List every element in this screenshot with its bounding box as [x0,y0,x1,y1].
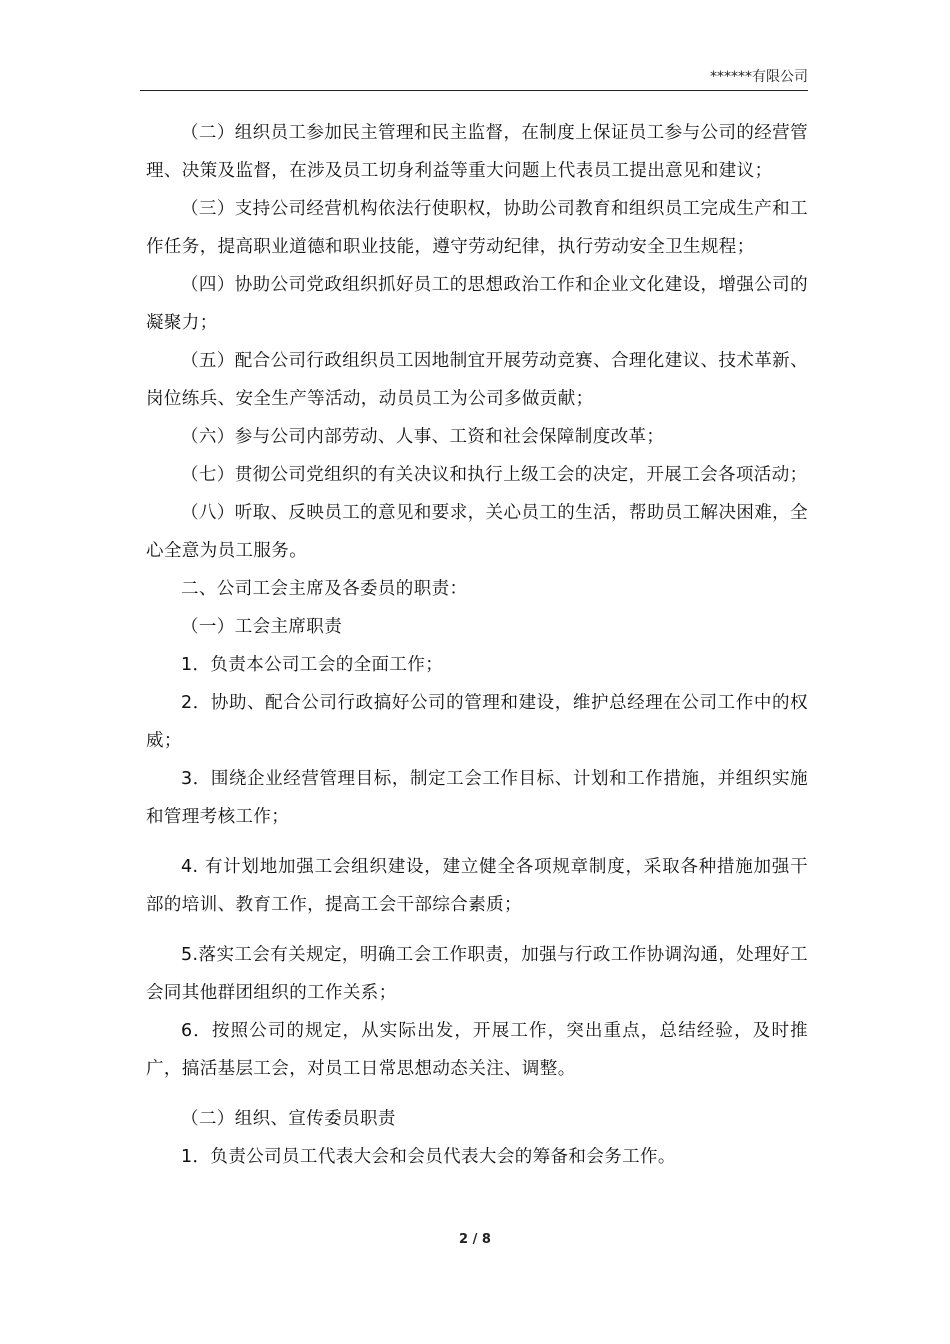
company-name: ******有限公司 [710,69,808,85]
paragraph: （五）配合公司行政组织员工因地制宜开展劳动竞赛、合理化建议、技术革新、岗位练兵、安全生产等活动，动员员工为公司多做贡献； [146,351,808,409]
section-heading: 二、公司工会主席及各委员的职责： [181,579,468,599]
subsection-heading: （一）工会主席职责 [181,617,343,637]
list-item: 6．按照公司的规定，从实际出发，开展工作，突出重点，总结经验，及时推广，搞活基层工会，对员工日常思想动态关注、调整。 [146,1021,808,1079]
list-item: 1．负责本公司工会的全面工作； [181,655,444,675]
page-header [140,56,808,91]
page-number: 2 / 8 [459,1232,491,1247]
document-body [146,114,808,1176]
paragraph: （四）协助公司党政组织抓好员工的思想政治工作和企业文化建设，增强公司的凝聚力； [146,275,808,333]
list-item: 4. 有计划地加强工会组织建设，建立健全各项规章制度，采取各种措施加强干部的培训、教育工作，提高工会干部综合素质； [146,857,808,915]
list-item: 3．围绕企业经营管理目标，制定工会工作目标、计划和工作措施，并组织实施和管理考核工作； [146,769,808,827]
paragraph: （二）组织员工参加民主管理和民主监督，在制度上保证员工参与公司的经营管理、决策及监督，在涉及员工切身利益等重大问题上代表员工提出意见和建议； [146,123,808,181]
paragraph: （七）贯彻公司党组织的有关决议和执行上级工会的决定，开展工会各项活动； [181,465,808,485]
paragraph: （三）支持公司经营机构依法行使职权，协助公司教育和组织员工完成生产和工作任务，提高职业道德和职业技能，遵守劳动纪律，执行劳动安全卫生规程； [146,199,808,257]
subsection-heading: （二）组织、宣传委员职责 [181,1109,396,1129]
list-item: 1．负责公司员工代表大会和会员代表大会的筹备和会务工作。 [181,1147,676,1167]
list-item: 5.落实工会有关规定，明确工会工作职责，加强与行政工作协调沟通，处理好工会同其他群团组织的工作关系； [146,945,808,1003]
paragraph: （六）参与公司内部劳动、人事、工资和社会保障制度改革； [181,427,665,447]
paragraph: （八）听取、反映员工的意见和要求，关心员工的生活，帮助员工解决困难，全心全意为员工服务。 [146,503,808,561]
list-item: 2．协助、配合公司行政搞好公司的管理和建设，维护总经理在公司工作中的权威； [146,693,808,751]
